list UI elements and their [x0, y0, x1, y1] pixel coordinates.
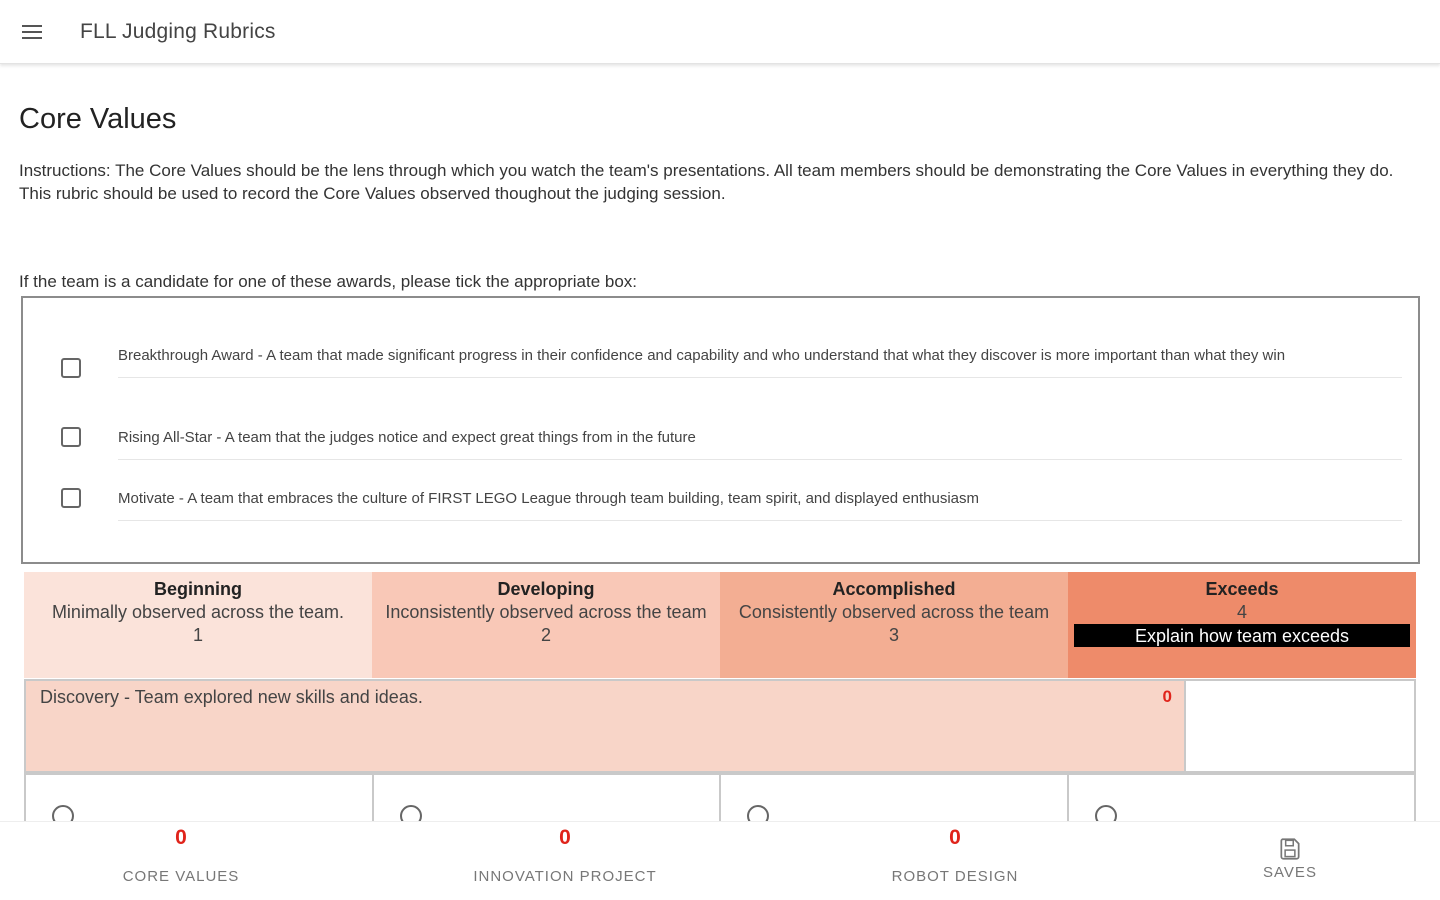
- criterion-radio-row: [24, 773, 1416, 821]
- criterion-discovery: [26, 681, 1186, 771]
- level-description: Minimally observed across the team.: [51, 602, 345, 622]
- level-developing: [372, 572, 720, 678]
- page-title: Core Values: [19, 103, 177, 135]
- level-accomplished: [720, 572, 1068, 678]
- level-score: 4: [1236, 602, 1247, 622]
- criterion-row: [24, 679, 1416, 773]
- radio-cell-developing: [374, 773, 722, 821]
- main-content[interactable]: [0, 65, 1440, 821]
- rubric-level-header: [24, 572, 1416, 678]
- nav-score: 0: [175, 826, 187, 849]
- nav-innovation-project[interactable]: [445, 822, 685, 900]
- level-description: Consistently observed across the team: [738, 602, 1050, 622]
- menu-button[interactable]: [0, 0, 64, 64]
- award-checkbox-rising-all-star[interactable]: [61, 427, 81, 447]
- nav-label: CORE VALUES: [122, 868, 240, 885]
- award-label: Rising All-Star - A team that the judges notice and expect great things from in the future: [118, 424, 1402, 460]
- award-prompt: If the team is a candidate for one of these awards, please tick the appropriate box:: [19, 272, 638, 291]
- criterion-notes-area[interactable]: [1186, 681, 1414, 771]
- award-checkbox-motivate[interactable]: [61, 488, 81, 508]
- nav-label: SAVES: [1263, 864, 1317, 881]
- nav-label: ROBOT DESIGN: [891, 868, 1019, 885]
- nav-core-values[interactable]: [81, 822, 281, 900]
- level-score: 1: [192, 625, 203, 645]
- save-icon: [1277, 836, 1303, 862]
- nav-score: 0: [949, 826, 961, 849]
- radio-accomplished[interactable]: [747, 805, 769, 821]
- award-label: Breakthrough Award - A team that made significant progress in their confidence and capability and who understand that what they discover is more important than what they win: [118, 342, 1402, 378]
- award-label: Motivate - A team that embraces the culture of FIRST LEGO League through team building, team spirit, and displayed enthusiasm: [118, 485, 1402, 521]
- radio-beginning[interactable]: [52, 805, 74, 821]
- instructions-text: Instructions: The Core Values should be the lens through which you watch the team's presentations. All team members should be demonstrating the Core Values in everything they do. This rubric should be used to record the Core Values observed thoughout the judging session.: [19, 161, 1394, 203]
- level-name: Beginning: [154, 579, 242, 599]
- radio-cell-accomplished: [721, 773, 1069, 821]
- level-name: Developing: [497, 579, 595, 599]
- radio-developing[interactable]: [400, 805, 422, 821]
- explain-exceeds-button[interactable]: Explain how team exceeds: [1074, 624, 1410, 647]
- level-name: Accomplished: [832, 579, 956, 599]
- nav-saves[interactable]: [1240, 822, 1340, 900]
- level-score: 2: [540, 625, 551, 645]
- radio-exceeds[interactable]: [1095, 805, 1117, 821]
- nav-score: 0: [559, 826, 571, 849]
- level-score: 3: [888, 625, 899, 645]
- nav-robot-design[interactable]: [855, 822, 1055, 900]
- radio-cell-exceeds: [1069, 773, 1417, 821]
- awards-box: [21, 296, 1420, 564]
- criterion-label: Discovery - Team explored new skills and ideas.: [40, 687, 423, 707]
- criterion-score: 0: [1162, 687, 1172, 706]
- level-name: Exceeds: [1205, 579, 1279, 599]
- level-exceeds: [1068, 572, 1416, 678]
- award-checkbox-breakthrough[interactable]: [61, 358, 81, 378]
- nav-label: INNOVATION PROJECT: [473, 868, 657, 885]
- app-bar: [0, 0, 1440, 64]
- app-title: FLL Judging Rubrics: [80, 19, 276, 43]
- hamburger-menu-icon: [22, 23, 42, 41]
- level-beginning: [24, 572, 372, 678]
- bottom-navigation: [0, 821, 1440, 900]
- radio-cell-beginning: [24, 773, 374, 821]
- level-description: Inconsistently observed across the team: [385, 602, 707, 622]
